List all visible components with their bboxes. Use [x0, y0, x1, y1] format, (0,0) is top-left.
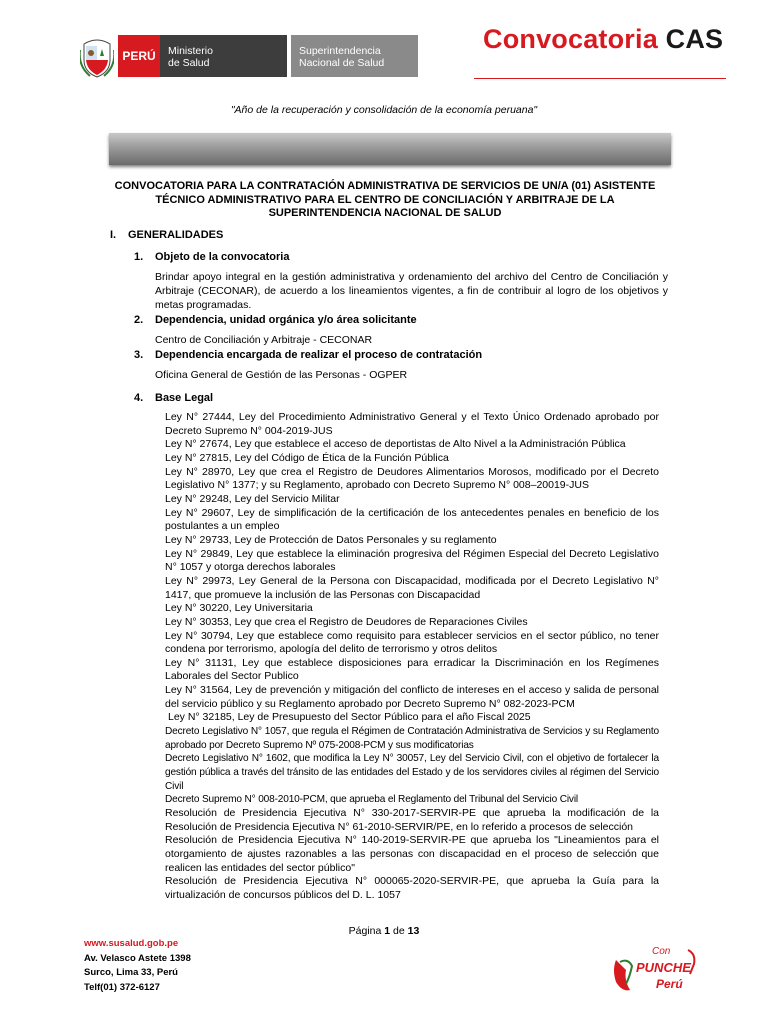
section-number: I. [110, 229, 117, 241]
list-item: Ley N° 31131, Ley que establece disposiciones para erradicar la Discriminación en los Regímenes Laborales del Sector Publico [165, 656, 659, 683]
list-item: Ley N° 30220, Ley Universitaria [165, 602, 313, 615]
list-item: Ley N° 32185, Ley de Presupuesto del Sector Público para el año Fiscal 2025 [168, 711, 531, 724]
list-item: Decreto Legislativo N° 1602, que modifica la Ley N° 30057, Ley del Servicio Civil, con el objetivo de fortalecer la gestión pública a través del tránsito de las entidades del Estado y de los servidores civiles al régimen del Servicio Civil [165, 753, 659, 792]
ministry-logo [160, 35, 287, 77]
list-item: Ley N° 27815, Ley del Código de Ética de la Función Pública [165, 451, 449, 464]
legal-basis-list [165, 411, 659, 903]
ministry-line-1: Ministerio [168, 45, 213, 57]
campaign-line-3: Perú [656, 977, 683, 991]
list-item: Ley N° 29733, Ley de Protección de Datos Personales y su reglamento [165, 533, 497, 546]
campaign-line-2: PUNCHE [636, 960, 691, 975]
item-title: Dependencia encargada de realizar el proceso de contratación [155, 349, 483, 361]
item-number: 1. [134, 251, 144, 263]
page-total: 13 [407, 925, 420, 937]
list-item: Ley N° 30794, Ley que establece como requisito para establecer servicios en el sector público, no tener condena por terrorismo, apología del delito de terrorismo y otros delitos [165, 629, 659, 656]
footer-contact [84, 937, 191, 995]
item-title: Base Legal [155, 392, 214, 404]
agency-line-1: Superintendencia [299, 45, 381, 57]
agency-line-2: Nacional de Salud [299, 57, 385, 69]
document-type-word: Convocatoria [483, 24, 658, 54]
item-number: 3. [134, 349, 144, 361]
campaign-line-1: Con [652, 946, 671, 957]
list-item: Ley N° 29607, Ley de simplificación de la certificación de los antecedentes penales en beneficio de los postulantes a un empleo [165, 506, 659, 533]
page-current: 1 [384, 925, 391, 937]
page-number [0, 925, 768, 937]
item-text: Brindar apoyo integral en la gestión administrativa y ordenamiento del archivo del Centro de Conciliación y Arbitraje (CECONAR), de acuerdo a los lineamientos vigentes, a fin de contribuir al logro de los objetivos y metas programadas. [155, 271, 668, 311]
peru-coat-of-arms-icon [80, 36, 114, 78]
page-of: de [393, 925, 405, 937]
con-punche-peru-logo [610, 940, 700, 995]
list-item: Resolución de Presidencia Ejecutiva N° 140-2019-SERVIR-PE que aprueba los "Lineamientos para el otorgamiento de ajustes razonables a las personas con discapacidad en el proceso de selección que realicen las entidades del sector público" [165, 834, 659, 874]
item-text: Centro de Conciliación y Arbitraje - CECONAR [155, 334, 373, 346]
list-item: Ley N° 29248, Ley del Servicio Militar [165, 492, 340, 505]
list-item: Decreto Legislativo N° 1057, que regula el Régimen de Contratación Administrativa de Servicios y su Reglamento aprobado por Decreto Supremo Nº 075-2008-PCM y sus modificatorias [165, 726, 659, 751]
item-title: Dependencia, unidad orgánica y/o área solicitante [155, 314, 417, 326]
list-item: Ley N° 29973, Ley General de la Persona con Discapacidad, modificada por el Decreto Legislativo N° 1417, que promueve la inclusión de las Personas con Discapacidad [165, 574, 659, 601]
document-type-code: CAS [665, 24, 724, 54]
title-underline [474, 78, 726, 79]
peru-label: PERÚ [118, 35, 160, 77]
section-title: GENERALIDADES [128, 229, 224, 241]
list-item: Decreto Supremo N° 008-2010-PCM, que aprueba el Reglamento del Tribunal del Servicio Civil [165, 794, 579, 806]
ministry-line-2: de Salud [168, 57, 210, 69]
list-item: Ley N° 30353, Ley que crea el Registro de Deudores de Reparaciones Civiles [165, 615, 528, 628]
website-link[interactable]: www.susalud.gob.pe [84, 938, 179, 949]
phone-number: Telf(01) 372-6127 [84, 981, 160, 993]
list-item: Resolución de Presidencia Ejecutiva N° 000065-2020-SERVIR-PE, que aprueba la Guía para la virtualización de concursos públicos del D. L. 1057 [165, 875, 659, 901]
list-item: Ley N° 27444, Ley del Procedimiento Administrativo General y el Texto Único Ordenado aprobado por Decreto Supremo N° 004-2019-JUS [165, 411, 659, 437]
list-item: Ley N° 28970, Ley que crea el Registro de Deudores Alimentarios Morosos, modificado por el Decreto Legislativo N° 1377; y su Reglamento, aprobado con Decreto Supremo N° 008–20019-JUS [165, 465, 659, 492]
item-number: 2. [134, 314, 144, 326]
address-line-2: Surco, Lima 33, Perú [84, 967, 178, 978]
page-label: Página [348, 925, 382, 937]
year-motto: "Año de la recuperación y consolidación de la economía peruana" [230, 104, 538, 116]
list-item: Ley N° 29849, Ley que establece la eliminación progresiva del Régimen Especial del Decreto Legislativo N° 1057 y otorga derechos laborales [165, 547, 659, 574]
header-banner [109, 133, 671, 165]
item-number: 4. [134, 392, 144, 404]
address-line-1: Av. Velasco Astete 1398 [84, 952, 191, 964]
list-item: Resolución de Presidencia Ejecutiva N° 330-2017-SERVIR-PE que aprueba la modificación de la Resolución de Presidencia Ejecutiva N° 61-2010-SERVIR/PE, en lo referido a procesos de selección [165, 807, 659, 833]
page-title: CONVOCATORIA PARA LA CONTRATACIÓN ADMINISTRATIVA DE SERVICIOS DE UN/A (01) ASISTENTE TÉCNICO ADMINISTRATIVO PARA EL CENTRO DE CONCILIACIÓN Y ARBITRAJE DE LA SUPERINTENDENCIA NACIONAL DE SALUD [114, 180, 656, 219]
list-item: Ley N° 31564, Ley de prevención y mitigación del conflicto de intereses en el acceso y salida de personal del servicio público y su Reglamento aprobado por Decreto Supremo N° 082-2023-PCM [165, 684, 659, 710]
item-title: Objeto de la convocatoria [155, 251, 290, 263]
list-item: Ley N° 27674, Ley que establece el acceso de deportistas de Alto Nivel a la Administración Pública [165, 438, 626, 451]
agency-logo [291, 35, 418, 77]
document-type-title [483, 24, 723, 55]
item-text: Oficina General de Gestión de las Personas - OGPER [155, 369, 408, 381]
